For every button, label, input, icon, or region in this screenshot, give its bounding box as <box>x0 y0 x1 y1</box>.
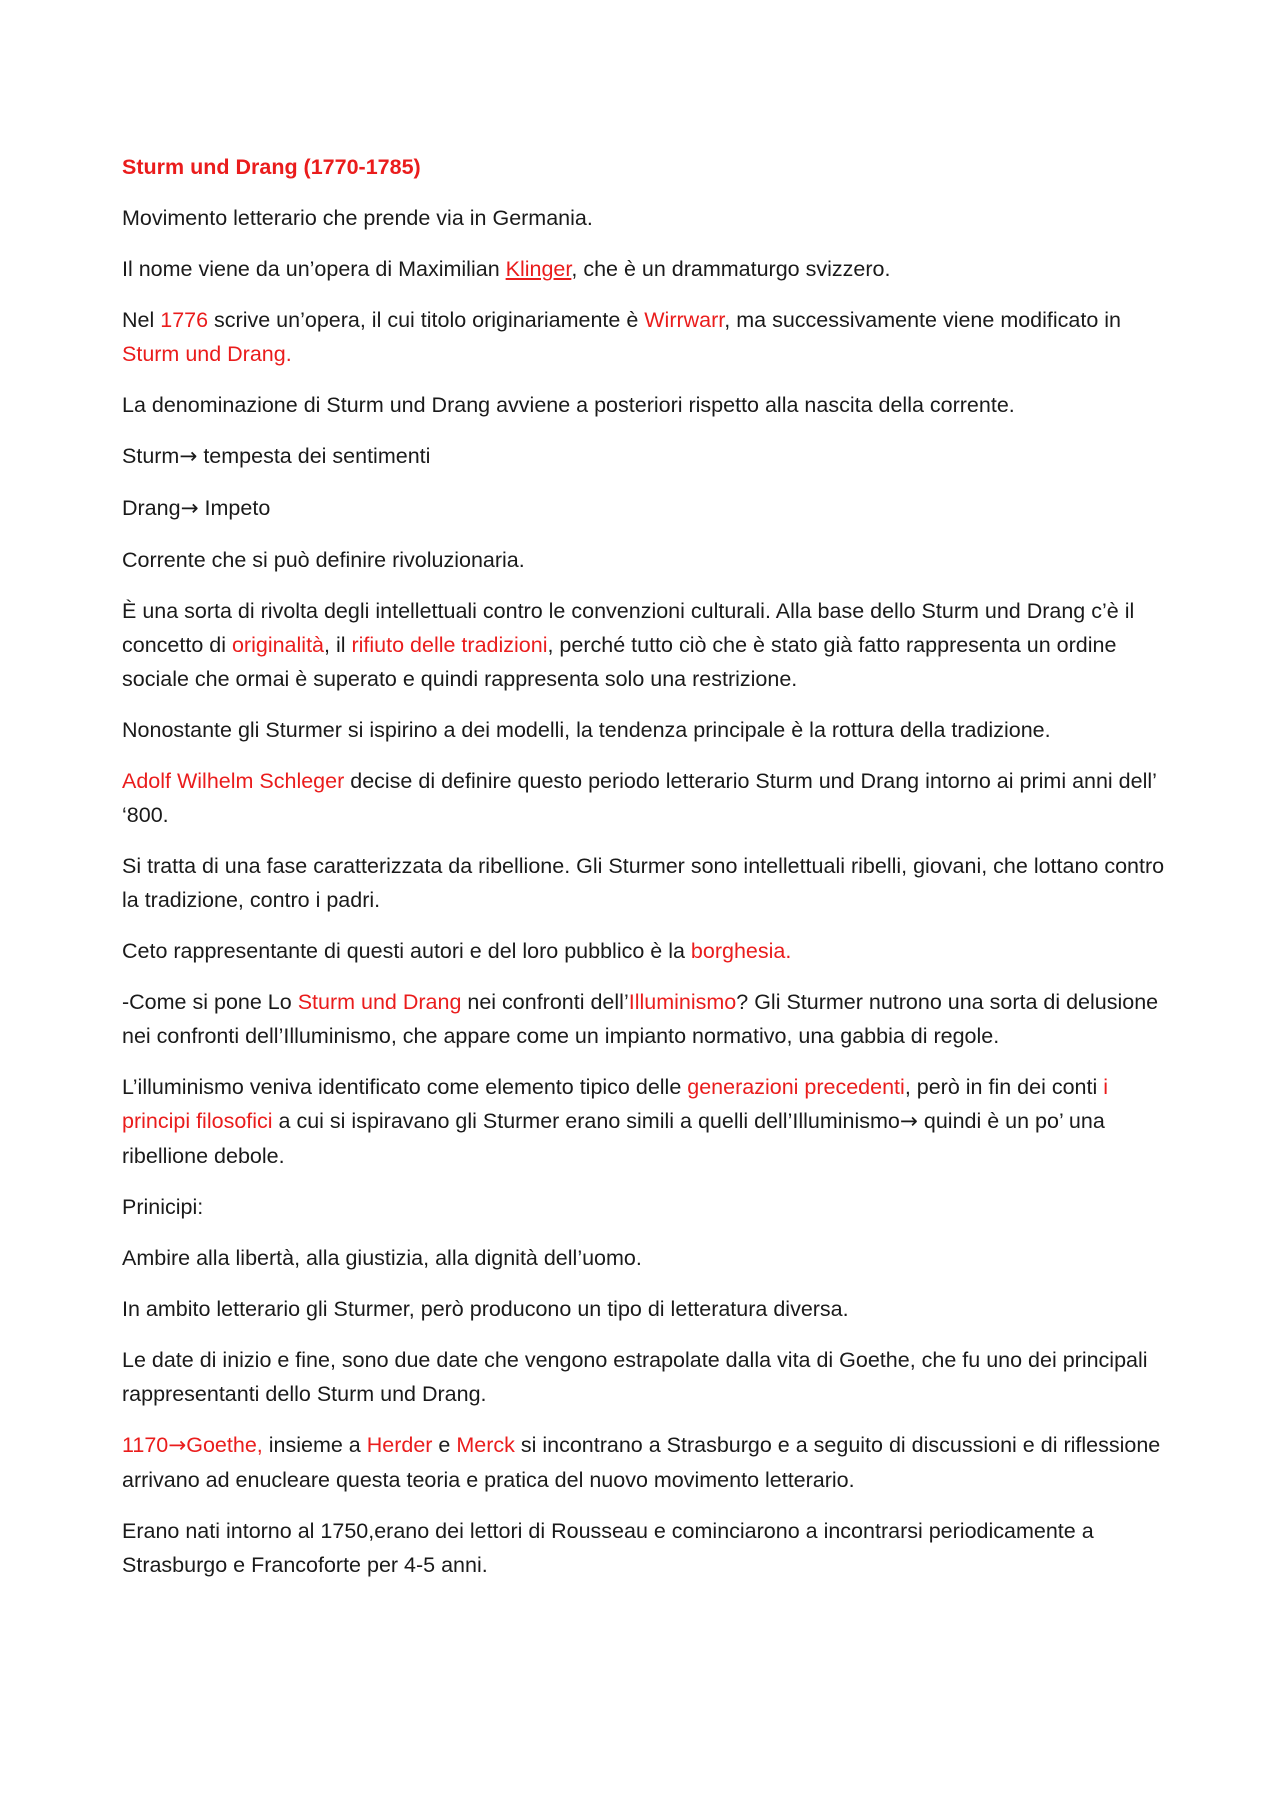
highlight-merck: Merck <box>456 1433 515 1457</box>
document-title: Sturm und Drang (1770-1785) <box>122 155 421 179</box>
paragraph-date-goethe: Le date di inizio e fine, sono due date che vengono estrapolate dalla vita di Goethe, che fu uno dei principali rappresentanti dello Sturm und Drang. <box>122 1348 1148 1406</box>
paragraph-letteratura: In ambito letterario gli Sturmer, però producono un tipo di letteratura diversa. <box>122 1297 849 1321</box>
arrow-right-icon: → <box>180 496 199 521</box>
definition-drang: Drang→ Impeto <box>122 496 271 521</box>
highlight-originalita: originalità <box>231 633 324 657</box>
paragraph-intro: Movimento letterario che prende via in Germania. <box>122 206 593 230</box>
paragraph-1776: Nel 1776 scrive un’opera, il cui titolo originariamente è Wirrwarr, ma successivamente viene modificato in Sturm und Drang. <box>122 308 1122 366</box>
highlight-sturm-und-drang-2: Sturm und Drang <box>297 990 462 1014</box>
arrow-right-icon: → <box>179 444 198 469</box>
arrow-right-icon: → <box>899 1109 918 1134</box>
paragraph-rivoluzionaria: Corrente che si può definire rivoluzionaria. <box>122 548 525 572</box>
paragraph-rousseau: Erano nati intorno al 1750,erano dei lettori di Rousseau e cominciarono a incontrarsi periodicamente a Strasburgo e Francoforte per 4-5 anni. <box>122 1519 1094 1577</box>
highlight-principi: i principi filosofici <box>122 1075 1108 1133</box>
paragraph-principi-heading: Prinicipi: <box>122 1195 204 1219</box>
klinger-link[interactable]: Klinger <box>505 257 572 281</box>
paragraph-borghesia: Ceto rappresentante di questi autori e del loro pubblico è la borghesia. <box>122 939 792 963</box>
paragraph-generazioni: L’illuminismo veniva identificato come elemento tipico delle generazioni precedenti, però in fin dei conti i principi filosofici a cui si ispiravano gli Sturmer erano simili a quelli dell’Illuminismo→ quindi è un po’ una ribellione debole. <box>122 1075 1108 1168</box>
highlight-year-1170: 1170 <box>122 1433 169 1457</box>
paragraph-schleger: Adolf Wilhelm Schleger decise di definire questo periodo letterario Sturm und Drang intorno ai primi anni dell’ ‘800. <box>122 769 1157 827</box>
highlight-borghesia: borghesia. <box>690 939 792 963</box>
highlight-rifiuto: rifiuto delle tradizioni <box>351 633 548 657</box>
document-page <box>122 150 1172 1599</box>
paragraph-strasburgo: 1170→Goethe, insieme a Herder e Merck si incontrano a Strasburgo e a seguito di discussioni e di riflessione arrivano ad enucleare questa teoria e pratica del nuovo movimento letterario. <box>122 1433 1161 1492</box>
paragraph-rivolta: È una sorta di rivolta degli intellettuali contro le convenzioni culturali. Alla base dello Sturm und Drang c’è il concetto di originalità, il rifiuto delle tradizioni, perché tutto ciò che è stato già fatto rappresenta un ordine sociale che ormai è superato e quindi rappresenta solo una restrizione. <box>122 599 1135 691</box>
paragraph-ribellione: Si tratta di una fase caratterizzata da ribellione. Gli Sturmer sono intellettuali ribelli, giovani, che lottano contro la tradizione, contro i padri. <box>122 854 1165 912</box>
highlight-sturm-und-drang: Sturm und Drang. <box>122 342 292 366</box>
paragraph-illuminismo: -Come si pone Lo Sturm und Drang nei confronti dell’Illuminismo? Gli Sturmer nutrono una sorta di delusione nei confronti dell’Illuminismo, che appare come un impianto normativo, una gabbia di regole. <box>122 990 1159 1048</box>
highlight-goethe: Goethe, <box>186 1433 263 1457</box>
highlight-illuminismo: Illuminismo <box>628 990 737 1014</box>
highlight-generazioni: generazioni precedenti <box>687 1075 905 1099</box>
definition-sturm: Sturm→ tempesta dei sentimenti <box>122 444 431 469</box>
paragraph-name-origin: Il nome viene da un’opera di Maximilian Klinger, che è un drammaturgo svizzero. <box>122 257 891 281</box>
paragraph-denominazione: La denominazione di Sturm und Drang avviene a posteriori rispetto alla nascita della corrente. <box>122 393 1015 417</box>
arrow-right-icon: → <box>168 1433 187 1458</box>
highlight-herder: Herder <box>366 1433 433 1457</box>
highlight-year: 1776 <box>160 308 209 332</box>
paragraph-modelli: Nonostante gli Sturmer si ispirino a dei modelli, la tendenza principale è la rottura della tradizione. <box>122 718 1051 742</box>
highlight-wirrwarr: Wirrwarr <box>644 308 725 332</box>
highlight-schleger: Adolf Wilhelm Schleger <box>122 769 345 793</box>
paragraph-liberta: Ambire alla libertà, alla giustizia, alla dignità dell’uomo. <box>122 1246 642 1270</box>
